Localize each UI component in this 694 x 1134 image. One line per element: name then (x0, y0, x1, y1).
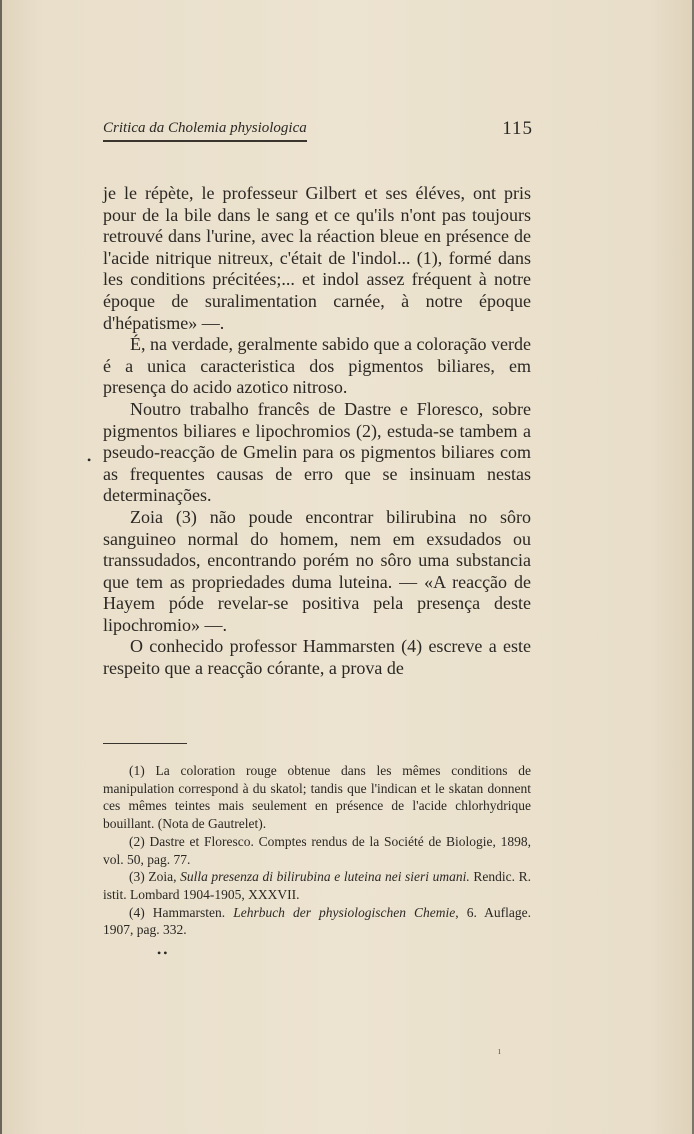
paragraph-1: je le répète, le professeur Gilbert et ses éléves, ont pris pour de la bile dans le sang et ce qu'ils n'ont pas toujours retrouvé dans l'urine, avec la réaction bleue en présence de l'acide nitrique nitreux, c'était de l'indol... (1), formé dans les conditions précitées;... et indol assez fréquent à notre époque de suralimentation carnée, à notre époque d'hépatisme» —. (103, 183, 531, 333)
bottom-speck: ı (498, 1046, 501, 1057)
paragraph-3: Noutro trabalho francês de Dastre e Floresco, sobre pigmentos biliares e lipochromios (2), estuda-se tambem a pseudo-reacção de Gmelin para os pigmentos biliares com as frequentes causas de erro que se insinuam nestas determinações. (103, 398, 531, 506)
running-title: Critica da Cholemia physiologica (103, 120, 307, 142)
bottom-dots: •• (157, 946, 170, 960)
running-head (103, 120, 533, 146)
margin-dot: • (87, 453, 92, 467)
footnote-4 (103, 904, 531, 939)
footnote-3-title: Sulla presenza di bilirubina e luteina nei sieri umani. (180, 869, 470, 885)
footnote-rule (103, 743, 187, 744)
footnote-1: (1) La coloration rouge obtenue dans les mêmes conditions de manipulation correspond à du skatol; tandis que l'indican et le skatan donnent ces mêmes teintes mais seulement en présence de l'acide chlorhydrique bouillant. (Nota de Gautrelet). (103, 763, 531, 832)
footnote-2: (2) Dastre et Floresco. Comptes rendus de la Société de Biologie, 1898, vol. 50, pag. 77. (103, 833, 531, 867)
page-number: 115 (502, 118, 533, 139)
paragraph-4: Zoia (3) não poude encontrar bilirubina no sôro sanguineo normal do homem, nem em exsudados ou transsudados, encontrando porém no sôro uma substancia que tem as propriedades duma luteina. — «A reacção de Hayem póde revelar-se positiva pela presença deste lipochromio» —. (103, 506, 531, 635)
footnote-3-source: Rendic. R. istit. Lombard 1904-1905, XXXVII. (103, 869, 532, 902)
paragraph-5: O conhecido professor Hammarsten (4) escreve a este respeito que a reacção córante, a prova de (103, 636, 531, 679)
footnote-3 (103, 868, 531, 903)
footnotes (103, 762, 531, 939)
footnote-3-author: (3) Zoia, (129, 869, 181, 885)
footnote-4-source: , 6. Auflage. 1907, pag. 332. (103, 904, 531, 938)
footnote-4-author: (4) Hammarsten. (129, 904, 234, 920)
footnote-4-title: Lehrbuch der physiologischen Chemie (233, 904, 456, 920)
body-text (103, 183, 531, 680)
paragraph-2: É, na verdade, geralmente sabido que a coloração verde é a unica caracteristica dos pigmentos biliares, em presença do acido azotico nitroso. (103, 334, 531, 398)
